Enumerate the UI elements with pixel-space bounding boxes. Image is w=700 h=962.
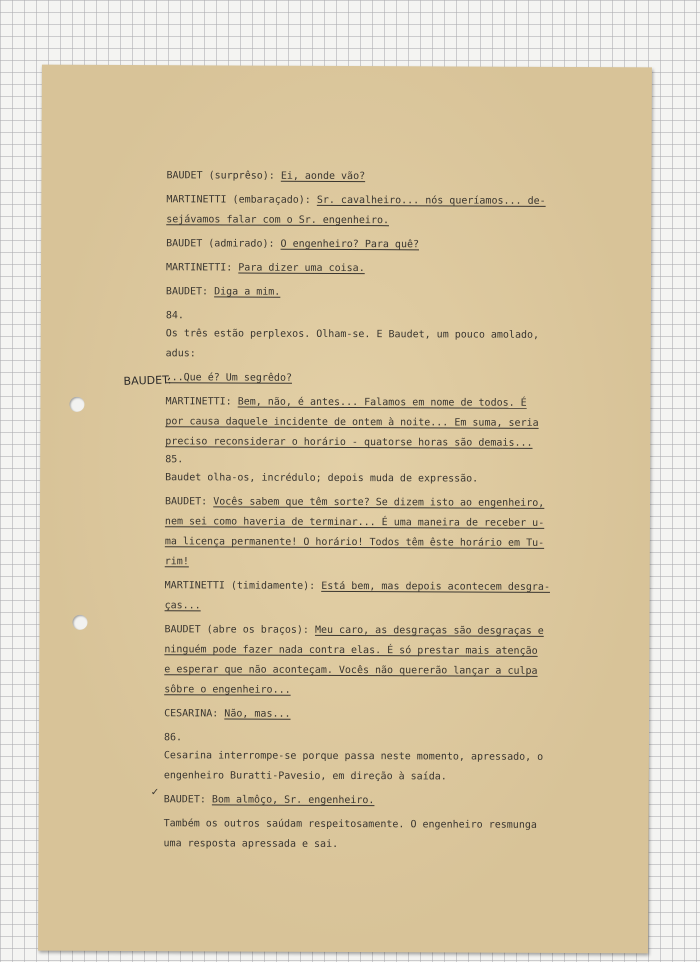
typed-page: [38, 65, 652, 954]
punch-hole: [69, 397, 84, 412]
script-line: BAUDET (surprêso): Ei, aonde vão?: [166, 170, 366, 183]
script-line: sôbre o engenheiro...: [164, 684, 291, 696]
script-line: ...Que é? Um segrêdo?: [165, 372, 293, 384]
script-line: por causa daquele incidente de ontem à noite... Em suma, seria: [165, 416, 539, 429]
script-line: BAUDET: Vocês sabem que têm sorte? Se dizem isto ao engenheiro,: [165, 496, 545, 509]
script-line: nem sei como haveria de terminar... É uma maneira de receber u-: [164, 516, 545, 529]
script-line: CESARINA: Não, mas...: [164, 708, 291, 720]
script-line: MARTINETTI: Bem, não, é antes... Falamos em nome de todos. É: [165, 396, 527, 409]
script-line: e esperar que não aconteçam. Vocês não quererão lançar a culpa: [164, 664, 538, 677]
handwritten-speaker-note: BAUDET:: [123, 373, 172, 388]
script-line: sejávamos falar com o Sr. engenheiro.: [166, 214, 390, 227]
script-line: preciso reconsiderar o horário - quatorse horas são demais...: [165, 436, 533, 449]
stage-direction: Baudet olha-os, incrédulo; depois muda de expressão.: [165, 472, 479, 485]
stage-direction: engenheiro Buratti-Pavesio, em direção à saída.: [163, 770, 447, 783]
script-line: MARTINETTI (embaraçado): Sr. cavalheiro... nós queríamos... de-: [166, 194, 546, 207]
script-line: ninguém pode fazer nada contra elas. É só prestar mais atenção: [164, 644, 538, 657]
scene-number: 84.: [165, 310, 184, 322]
script-line: rim!: [164, 556, 189, 568]
script-line: BAUDET (admirado): O engenheiro? Para quê?: [166, 238, 420, 251]
script-line: MARTINETTI: Para dizer uma coisa.: [166, 262, 365, 275]
stage-direction: uma resposta apressada e sai.: [163, 838, 339, 850]
stage-direction: Também os outros saúdam respeitosamente. O engenheiro resmunga: [163, 818, 537, 831]
stage-direction: adus:: [165, 348, 196, 360]
script-text: [163, 169, 566, 863]
scene-number: 86.: [163, 732, 183, 744]
script-line: MARTINETTI (timidamente): Está bem, mas depois acontecem desgra-: [164, 580, 551, 593]
margin-tick-mark: ✓: [150, 787, 160, 799]
stage-direction: Os três estão perplexos. Olham-se. E Baudet, um pouco amolado,: [165, 328, 540, 341]
script-line: BAUDET: Diga a mim.: [165, 286, 281, 298]
script-line: ças...: [164, 600, 201, 612]
scene-number: 85.: [165, 454, 184, 466]
script-line: BAUDET: Bom almôço, Sr. engenheiro.: [163, 794, 375, 807]
script-line: BAUDET (abre os braços): Meu caro, as desgraças são desgraças e: [164, 624, 544, 637]
stage-direction: Cesarina interrompe-se porque passa neste momento, apressado, o: [163, 750, 544, 763]
script-line: ma licença permanente! O horário! Todos têm êste horário em Tu-: [164, 536, 545, 549]
punch-hole: [72, 615, 87, 630]
